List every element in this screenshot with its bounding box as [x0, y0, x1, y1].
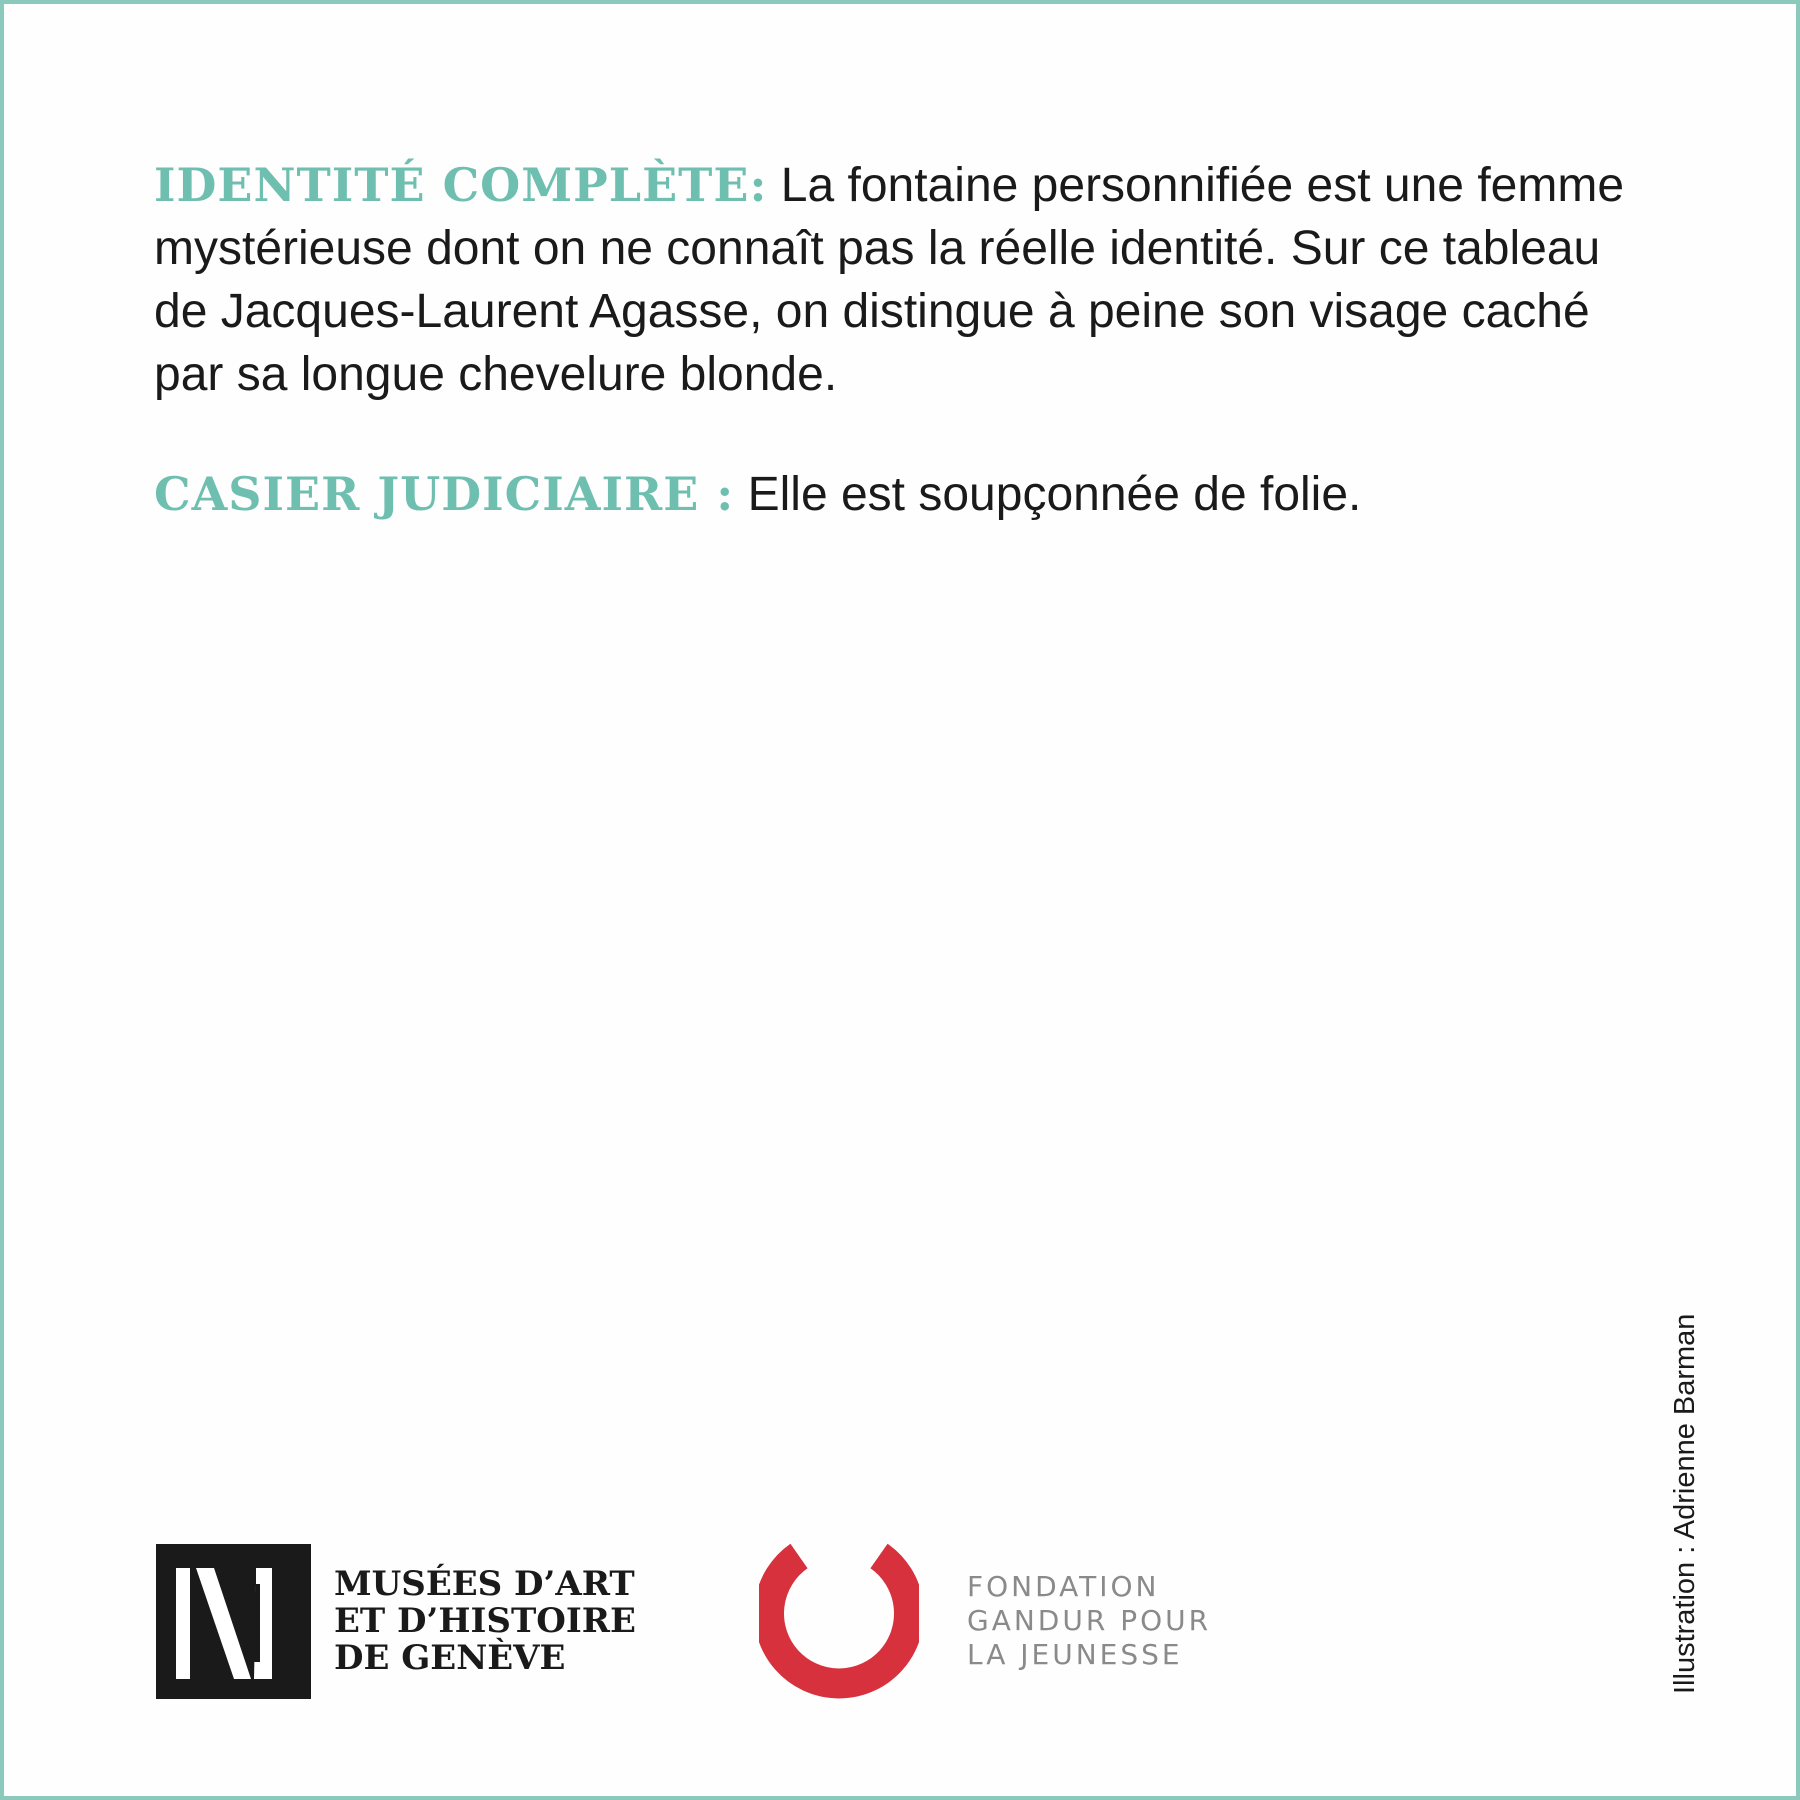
mah-line-1: MUSÉES D’ART: [334, 1564, 635, 1604]
card-content: [154, 154, 1654, 526]
record-paragraph: [154, 463, 1654, 526]
mah-m-monogram-icon: [156, 1544, 311, 1699]
fgj-line-2: GANDUR POUR: [967, 1604, 1212, 1637]
fgj-line-3: LA JEUNESSE: [967, 1638, 1183, 1671]
mah-line-3: DE GENÈVE: [334, 1638, 566, 1678]
mah-logo: [156, 1544, 636, 1699]
identity-text: La fontaine personnifiée est une femme mystérieuse dont on ne connaît pas la réelle identité. Sur ce tableau de Jacques-Laurent Agasse, on distingue à peine son visage caché par sa longue chevelure blonde.: [154, 159, 1625, 401]
red-ring-icon: [759, 1542, 919, 1702]
identity-paragraph: [154, 154, 1654, 406]
fgj-text: [967, 1570, 1211, 1672]
fgj-logo: [759, 1542, 1212, 1702]
record-label: CASIER JUDICIAIRE :: [154, 467, 735, 521]
identity-label: IDENTITÉ COMPLÈTE:: [154, 158, 768, 212]
fgj-line-1: FONDATION: [967, 1570, 1160, 1603]
mah-text: [334, 1566, 636, 1677]
record-text: Elle est soupçonnée de folie.: [747, 468, 1362, 521]
mah-line-2: ET D’HISTOIRE: [334, 1601, 636, 1641]
illustration-credit: Illustration : Adrienne Barman: [1669, 1313, 1701, 1694]
